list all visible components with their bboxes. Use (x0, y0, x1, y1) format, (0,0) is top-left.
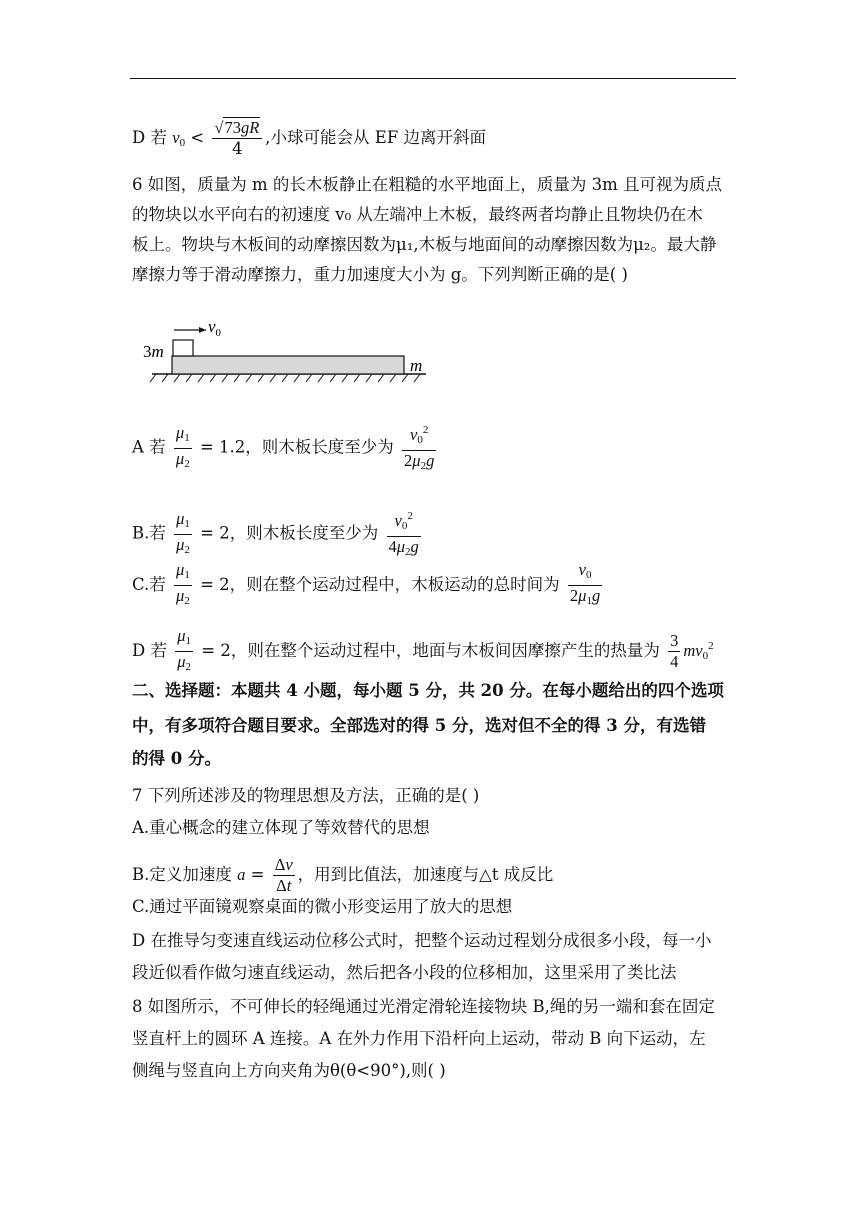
formula-v0-over-2mu1g: $\frac{v_0}{2\mu_1g}$ (569, 560, 601, 607)
section2-line1: 二、选择题：本题共 4 小题，每小题 5 分，共 20 分。在每小题给出的四个选项 (132, 681, 724, 700)
block-label: 3m (143, 342, 164, 361)
formula-sqrt73gR-over-4: $\frac{√73gR}{4}$ (212, 118, 262, 159)
q6-option-c (132, 560, 605, 611)
option-label: D 若 (132, 641, 167, 660)
formula-three-quarter: $\frac{3}{4}$ (670, 631, 679, 671)
q7-stem: 7 下列所述涉及的物理思想及方法，正确的是( ) (132, 786, 480, 805)
section2-line2: 中，有多项符合题目要求。全部选对的得 5 分，选对但不全的得 3 分，有选错 (132, 716, 706, 735)
q7-option-d-line2: 段近似看作做匀速直线运动，然后把各小段的位移相加，这里采用了类比法 (132, 963, 677, 982)
q8-line2: 竖直杆上的圆环 A 连接。A 在外力作用下沿杆向上运动，带动 B 向下运动，左 (132, 1029, 706, 1048)
q6-option-b (132, 506, 424, 562)
block (173, 340, 193, 356)
q6-option-a (132, 420, 439, 476)
velocity-arrowhead (199, 327, 206, 333)
formula-dv-over-dt: $\frac{\Delta v}{\Delta t}$ (274, 855, 293, 895)
q6-line3: 板上。物块与木板间的动摩擦因数为μ₁,木板与地面间的动摩擦因数为μ₂。最大静 (132, 235, 717, 254)
q6-line4: 摩擦力等于滑动摩擦力，重力加速度大小为 g。下列判断正确的是( ) (132, 265, 628, 284)
option-text: ，则在整个运动过程中，地面与木板间因摩擦产生的热量为 (230, 641, 660, 660)
formula-a: a (237, 865, 246, 884)
q7-option-a: A.重心概念的建立体现了等效替代的思想 (132, 818, 430, 837)
q8-line1: 8 如图所示，不可伸长的轻绳通过光滑定滑轮连接物块 B,绳的另一端和套在固定 (132, 997, 715, 1016)
formula-v0sq-over-4mu2g: $\frac{v_0^2}{4\mu_2g}$ (387, 506, 421, 562)
board (172, 356, 404, 374)
formula-mu-ratio: $\frac{\mu_1}{\mu_2}$ (176, 508, 190, 556)
ratio-value: = 1.2 (199, 437, 246, 457)
option-text: B.定义加速度 (132, 865, 232, 884)
equals-sign: = (250, 865, 265, 884)
option-text: ，则木板长度至少为 (245, 437, 394, 457)
q6-line2: 的物块以水平向右的初速度 v₀ 从左端冲上木板，最终两者均静止且物块仍在木 (132, 205, 703, 224)
formula-mu-ratio: $\frac{\mu_1}{\mu_2}$ (175, 422, 190, 470)
q7-option-b (132, 855, 553, 896)
formula-mv0sq: $mv_0^2$ (683, 640, 714, 662)
header-rule (130, 78, 736, 79)
q7-option-c: C.通过平面镜观察桌面的微小形变运用了放大的思想 (132, 897, 513, 916)
option-text: ，则木板长度至少为 (229, 523, 379, 543)
q6-line1: 6 如图，质量为 m 的长木板静止在粗糙的水平地面上，质量为 3m 且可视为质点 (132, 175, 723, 194)
formula-v0sq-over-2mu2g: $\frac{v_0^2}{2\mu_2g}$ (402, 420, 436, 476)
option-label: B.若 (132, 523, 166, 543)
q7-option-d-line1: D 在推导匀变速直线运动位移公式时，把整个运动过程划分成很多小段，每一小 (132, 931, 712, 950)
formula-v0: $v_0$ (172, 128, 186, 149)
ratio-value: = 2 (201, 641, 231, 660)
q8-line3: 侧绳与竖直向上方向夹角为θ(θ<90°),则( ) (132, 1061, 446, 1080)
section2-line3: 的得 0 分。 (132, 749, 221, 768)
option-text: ,小球可能会从 EF 边离开斜面 (265, 128, 487, 147)
formula-mu-ratio: $\frac{\mu_1}{\mu_2}$ (176, 560, 190, 607)
q6-option-d (132, 626, 714, 677)
option-label: C.若 (132, 575, 166, 594)
ratio-value: = 2 (200, 575, 230, 594)
q6-figure (140, 312, 440, 387)
option-label: A 若 (132, 437, 166, 457)
formula-mu-ratio: $\frac{\mu_1}{\mu_2}$ (177, 626, 192, 673)
ratio-value: = 2 (200, 523, 230, 543)
option-label: D 若 (132, 128, 167, 147)
option-text: ，则在整个运动过程中，木板运动的总时间为 (229, 575, 560, 594)
velocity-label: $v_0$ (208, 317, 222, 339)
option-text: ，用到比值法，加速度与△t 成反比 (297, 865, 554, 884)
comparison-sign: < (190, 128, 205, 147)
prev-option-d (132, 118, 486, 159)
board-label: m (410, 356, 423, 375)
